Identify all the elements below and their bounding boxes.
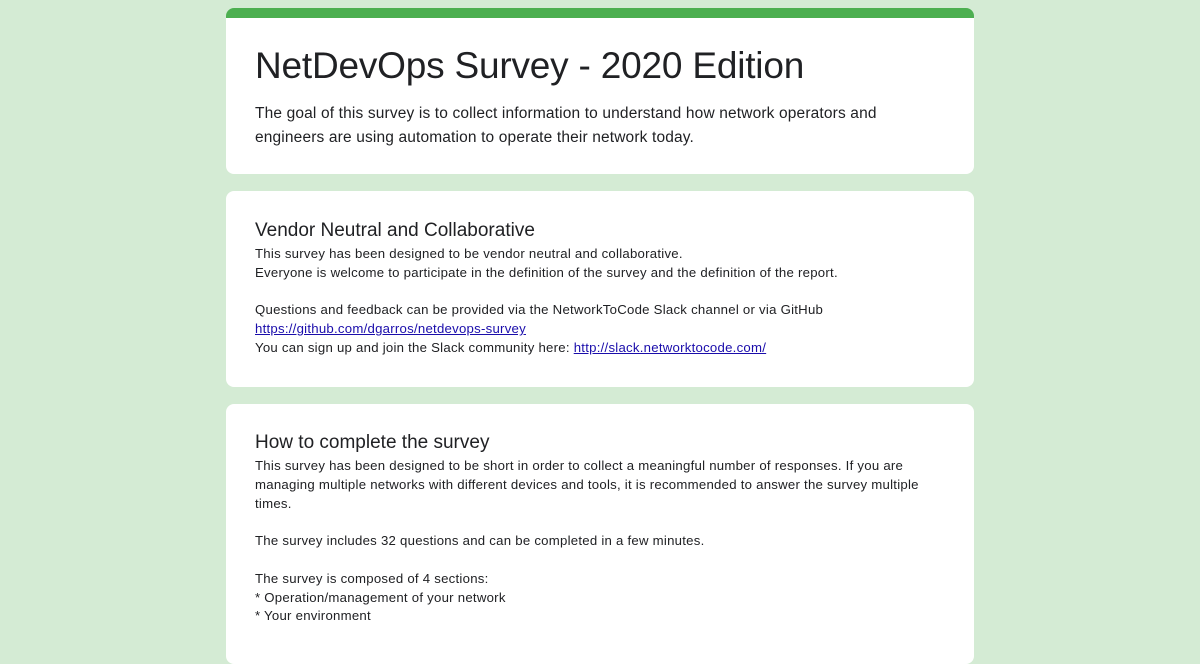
github-link-line — [255, 320, 945, 339]
description-paragraph: This survey has been designed to be short in order to collect a meaningful number of responses. If you are managing multiple networks with different devices and tools, it is recommended to answer the survey multiple times. — [255, 458, 919, 511]
section-vendor-neutral — [226, 191, 974, 387]
list-item: * Your environment — [255, 608, 371, 624]
form-header-card — [226, 8, 974, 174]
spacer — [255, 513, 945, 532]
slack-link[interactable]: http://slack.networktocode.com/ — [573, 339, 767, 355]
section-description — [255, 245, 945, 358]
description-line: Everyone is welcome to participate in the definition of the survey and the definition of the report. — [255, 264, 838, 280]
slack-prefix: You can sign up and join the Slack community here: — [255, 339, 574, 355]
form-column — [226, 8, 974, 664]
description-line: The survey includes 32 questions and can be completed in a few minutes. — [255, 533, 705, 549]
list-item: * Operation/management of your network — [255, 589, 506, 605]
section-how-to-complete — [226, 404, 974, 664]
section-title: How to complete the survey — [255, 432, 490, 453]
section-title: Vendor Neutral and Collaborative — [255, 220, 535, 241]
form-title: NetDevOps Survey - 2020 Edition — [255, 45, 805, 86]
description-line: This survey has been designed to be vendor neutral and collaborative. — [255, 246, 683, 261]
section-description — [255, 457, 945, 626]
description-line: Questions and feedback can be provided via the NetworkToCode Slack channel or via GitHub — [255, 302, 824, 318]
spacer — [255, 551, 945, 570]
description-line: The survey is composed of 4 sections: — [255, 570, 489, 586]
form-description: The goal of this survey is to collect information to understand how network operators and engineers are using automation to operate their network today. — [255, 105, 877, 146]
github-link[interactable]: https://github.com/dgarros/netdevops-survey — [255, 321, 526, 337]
slack-line — [255, 339, 945, 358]
spacer — [255, 283, 945, 302]
